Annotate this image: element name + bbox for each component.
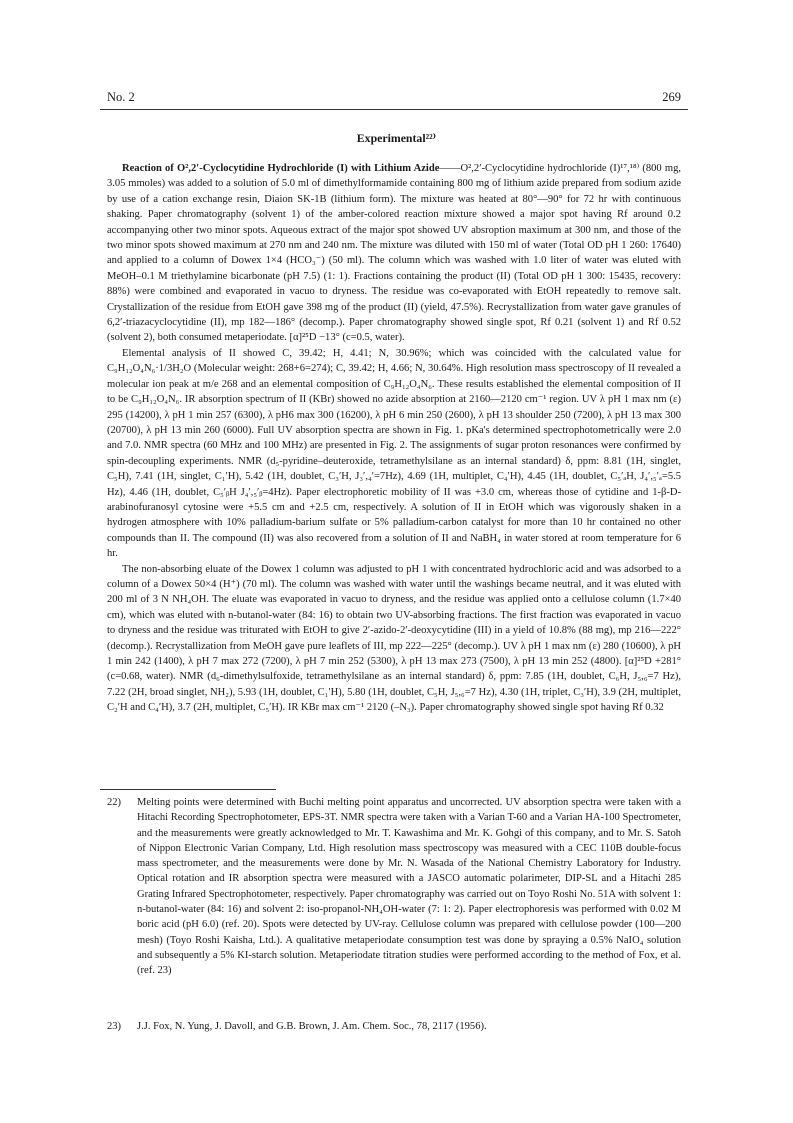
section-title: Experimental²²⁾: [356, 131, 437, 145]
footnote-number: 23): [107, 1021, 122, 1032]
footnote-number: 22): [107, 797, 122, 808]
footnote-text: Melting points were determined with Buchi melting point apparatus and uncorrected. UV absorption spectra were taken with a Hitachi Recording Spectrophotometer, EPS-3T. NMR spectra were taken with a Varian T-60 and a Varian HA-100 Spectrometer, and the measurements were greatly acknowledged to Mr. T. Kawashima and Mr. K. Gohgi of this company, and to Mr. S. Satoh of Nippon Electronic Varian Company, Ltd. High resolution mass spectroscopy was measured with a CEC 110B double-focus mass spectrometer, and the measurements were done by Mr. N. Wasada of the National Chemistry Laboratory for Industry. Optical rotation and IR absorption spectra were measured with a JASCO automatic polarimeter, DIP-SL and a Hitachi 285 Grating Infrared Spectrophotometer, respectively. Paper chromatography was carried out on Toyo Roshi No. 51A with solvent 1: n-butanol-water (84: 16) and solvent 2: iso-propanol-NH₄OH-water (7: 1: 2). Paper electrophoresis was performed with 0.02 M boric acid (pH 6.0) (ref. 20). Spots were detected by UV-ray. Cellulose column was prepared with cellulose powder (100—200 mesh) (Toyo Roshi Kaisha, Ltd.). A qualitative metaperiodate consumption test was done by spraying a 0.5% NaIO₄ solution and subsequently a 5% KI-starch solution. Metaperiodate titration studies were performed according to the method of Fox, et al. (ref. 23): [137, 797, 681, 977]
page-number: 269: [662, 90, 681, 104]
footnote-22: [107, 795, 681, 979]
footnote-23: [107, 1019, 681, 1034]
paragraph-1-heading: Reaction of O²,2′-Cyclocytidine Hydrochloride (I) with Lithium Azide: [122, 163, 440, 174]
header-rule: [100, 109, 688, 110]
footnote-text: J.J. Fox, N. Yung, J. Davoll, and G.B. Brown, J. Am. Chem. Soc., 78, 2117 (1956).: [137, 1021, 487, 1032]
journal-issue-number: No. 2: [107, 90, 135, 104]
paragraph-1: [107, 161, 681, 346]
footnote-rule: [100, 789, 276, 790]
body-text: [107, 161, 681, 716]
paragraph-1-text: ——O²,2′-Cyclocytidine hydrochloride (I)¹⁷,¹⁸⁾ (800 mg, 3.05 mmoles) was added to a solution of 5.0 ml of dimethylformamide containing 800 mg of lithium azide prepared from sodium azide by use of a cation exchange resin, Diaion SK-1B (lithium form). The mixture was heated at 80°—90° for 72 hr with continuous shaking. Paper chromatography (solvent 1) of the amber-colored reaction mixture showed a major spot having Rf around 0.2 accompanying other two minor spots. Aqueous extract of the major spot showed UV absroption maximum at 300 nm, and those of the two minor spots showed maximum at 270 nm and 240 nm. The mixture was diluted with 150 ml of water (Total OD pH 1 260: 17640) and applied to a column of Dowex 1×4 (HCO₃⁻) (50 ml). The column which was washed with 1.0 liter of water was eluted with MeOH–0.1 M triethylamine bicarbonate (pH 7.5) (1: 1). Fractions containing the product (II) (Total OD pH 1 300: 15435, recovery: 88%) were combined and evaporated in vacuo to dryness. The residue was co-evaporated with EtOH repeatedly to remove salt. Crystallization of the residue from EtOH gave 398 mg of the product (II) (yield, 47.5%). Recrystallization from water gave granules of 6,2′-triazacyclocytidine (II), mp 182—186° (decomp.). Paper chromatography showed single spot, Rf 0.21 (solvent 1) and Rf 0.52 (solvent 2), both consumed metaperiodate. [α]²⁵D −13° (c=0.5, water).: [107, 163, 681, 344]
running-header: [107, 90, 681, 106]
paragraph-3: The non-absorbing eluate of the Dowex 1 column was adjusted to pH 1 with concentrated hydrochloric acid and was adsorbed to a column of a Dowex 50×4 (H⁺) (70 ml). The column was washed with water until the washings became neutral, and it was eluted with 200 ml of 3 N NH₄OH. The eluate was evaporated in vacuo to dryness, and the residue was applied onto a cellulose column (1.7×40 cm), which was eluted with n-butanol-water (84: 16) to obtain two UV-absorbing fractions. The first fraction was evaporated in vacuo to dryness and the residue was triturated with EtOH to give 2′-azido-2′-deoxycytidine (III) in a yield of 10.8% (88 mg), mp 216—222° (decomp.). Recrystallization from MeOH gave pure leaflets of III, mp 222—225° (decomp.). UV λ pH 1 max nm (ε) 280 (10600), λ pH 1 min 242 (1400), λ pH 7 max 272 (7200), λ pH 7 min 252 (5300), λ pH 13 max 273 (7500), λ pH 13 min 252 (4800). [α]²⁵D +281° (c=0.68, water). NMR (d₆-dimethylsulfoxide, tetramethylsilane as an internal standard) δ, ppm: 7.85 (1H, doublet, C₆H, J₅,₆=7 Hz), 7.22 (2H, broad singlet, NH₂), 5.93 (1H, doublet, C₁′H), 5.80 (1H, doublet, C₅H, J₅,₆=7 Hz), 4.30 (1H, triplet, C₃′H), 3.9 (2H, multiplet, C₂′H and C₄′H), 3.7 (2H, multiplet, C₅′H). IR KBr max cm⁻¹ 2120 (–N₃). Paper chromatography showed single spot having Rf 0.32: [107, 563, 681, 714]
paragraph-2: Elemental analysis of II showed C, 39.42; H, 4.41; N, 30.96%; which was coincided with the calculated value for C₉H₁₂O₄N₆·1/3H₂O (Molecular weight: 268+6=274); C, 39.42; H, 4.66; N, 30.64%. High resolution mass spectroscopy of II revealed a molecular ion peak at m/e 268 and an elemental composition of C₉H₁₂O₄N₆. These results established the elemental composition of II to be C₉H₁₂O₄N₆. IR absorption spectrum of II (KBr) showed no azide absorption at 2160—2120 cm⁻¹ region. UV λ pH 1 max nm (ε) 295 (14200), λ pH 1 min 257 (6300), λ pH6 max 300 (16200), λ pH 6 min 250 (2600), λ pH 13 shoulder 250 (7200), λ pH 13 max 300 (20700), λ pH 13 min 260 (6000). Full UV absorption spectra are shown in Fig. 1. pKa's determined spectrophotometrically were 2.0 and 7.0. NMR spectra (60 MHz and 100 MHz) are presented in Fig. 2. The assignments of sugar proton resonances were confirmed by spin-decoupling experiments. NMR (d₅-pyridine–deuteroxide, tetramethylsilane as an internal standard) δ, ppm: 8.81 (1H, singlet, C₅H), 7.41 (1H, singlet, C₁′H), 5.42 (1H, doublet, C₃′H, J₃′,₄′=7Hz), 4.69 (1H, multiplet, C₄′H), 4.45 (1H, doublet, C₅′ₐH, J₄′,₅′ₐ=5.5 Hz), 4.46 (1H, doublet, C₅′ᵦH J₄′,₅′ᵦ=4Hz). Paper electrophoretic mobility of II was +3.0 cm, whereas those of cytidine and 1-β-D-arabinofuranosyl cytosine were +5.5 cm and +2.5 cm, respectively. A solution of II in EtOH which was vigorously shaken in a hydrogen atmosphere with 10% palladium-barium sulfate or 5% palladium-carbon catalyst for more than 10 hr contained no other compounds than II. The compound (II) was also recovered from a solution of II and NaBH₄ in water stored at room temperature for 6 hr.: [107, 347, 681, 560]
